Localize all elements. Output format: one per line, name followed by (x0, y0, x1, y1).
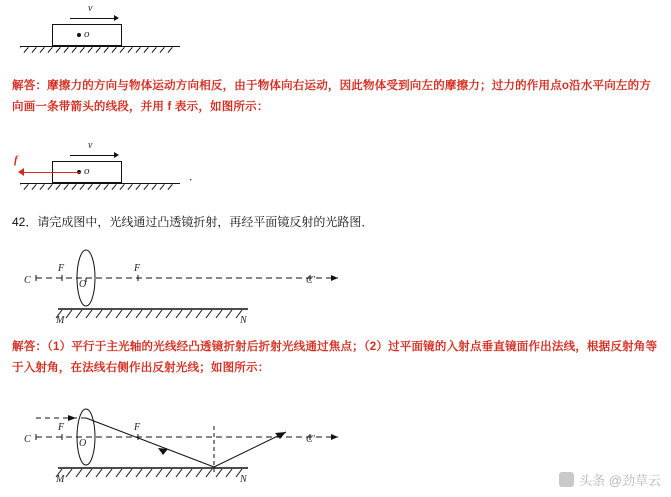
friction-label-f: f (14, 154, 18, 166)
label-N-4: N (240, 474, 247, 485)
velocity-arrow-head-1 (114, 15, 119, 21)
velocity-arrow-line-2 (70, 155, 116, 156)
figure-block-velocity (14, 4, 194, 60)
ground-hatch-1 (20, 47, 180, 56)
answer-paragraph-2: 解答：（1）平行于主光轴的光线经凸透镜折射后折射光线通过焦点；（2）过平面镜的入射点垂直镜面作出法线，根据反射角等于入射角，在法线右侧作出反射光线；如图所示： (12, 341, 658, 374)
label-O-4: O (79, 438, 87, 449)
label-M-3: M (56, 315, 65, 326)
question-42-text: 42．请完成图中，光线通过凸透镜折射，再经平面镜反射的光路图． (12, 215, 374, 229)
label-F-left-4: F (58, 422, 65, 433)
velocity-arrow-line-1 (70, 18, 116, 19)
label-C-left-4: C (24, 434, 31, 445)
label-C-left-3: C (24, 275, 31, 286)
friction-vector-line (24, 172, 81, 173)
velocity-arrow-head-2 (114, 152, 119, 158)
point-o-dot-1 (77, 33, 81, 37)
figure-optics-solved-svg (18, 404, 398, 490)
label-F-right-3: F (134, 263, 141, 274)
velocity-label-1: v (88, 3, 93, 14)
watermark-logo-icon (559, 472, 574, 487)
point-o-label-1: o (84, 28, 90, 40)
label-F-left-3: F (58, 263, 65, 274)
ground-hatch-2 (20, 184, 180, 193)
figure-optics-blank (18, 245, 368, 325)
figure-2-period: ． (189, 171, 200, 183)
label-F-right-4: F (134, 422, 141, 433)
friction-vector-head (18, 168, 24, 176)
label-C-right-4: C' (306, 434, 315, 445)
figure-optics-solved (18, 404, 398, 490)
point-o-label-2: o (84, 165, 90, 177)
label-N-3: N (240, 315, 247, 326)
figure-optics-blank-svg (18, 245, 368, 325)
answer-paragraph-1: 解答：摩擦力的方向与物体运动方向相反，由于物体向右运动，因此物体受到向左的摩擦力；过力的作用点o沿水平向左的方向画一条带箭头的线段，并用 f 表示，如图所示： (12, 80, 652, 113)
watermark (559, 470, 661, 489)
figure-block-friction (14, 140, 214, 196)
label-C-right-3: C' (306, 275, 315, 286)
velocity-label-2: v (88, 140, 93, 151)
label-O-3: O (79, 279, 87, 290)
watermark-text: 头条 @劲草云 (579, 473, 661, 488)
label-M-4: M (56, 474, 65, 485)
